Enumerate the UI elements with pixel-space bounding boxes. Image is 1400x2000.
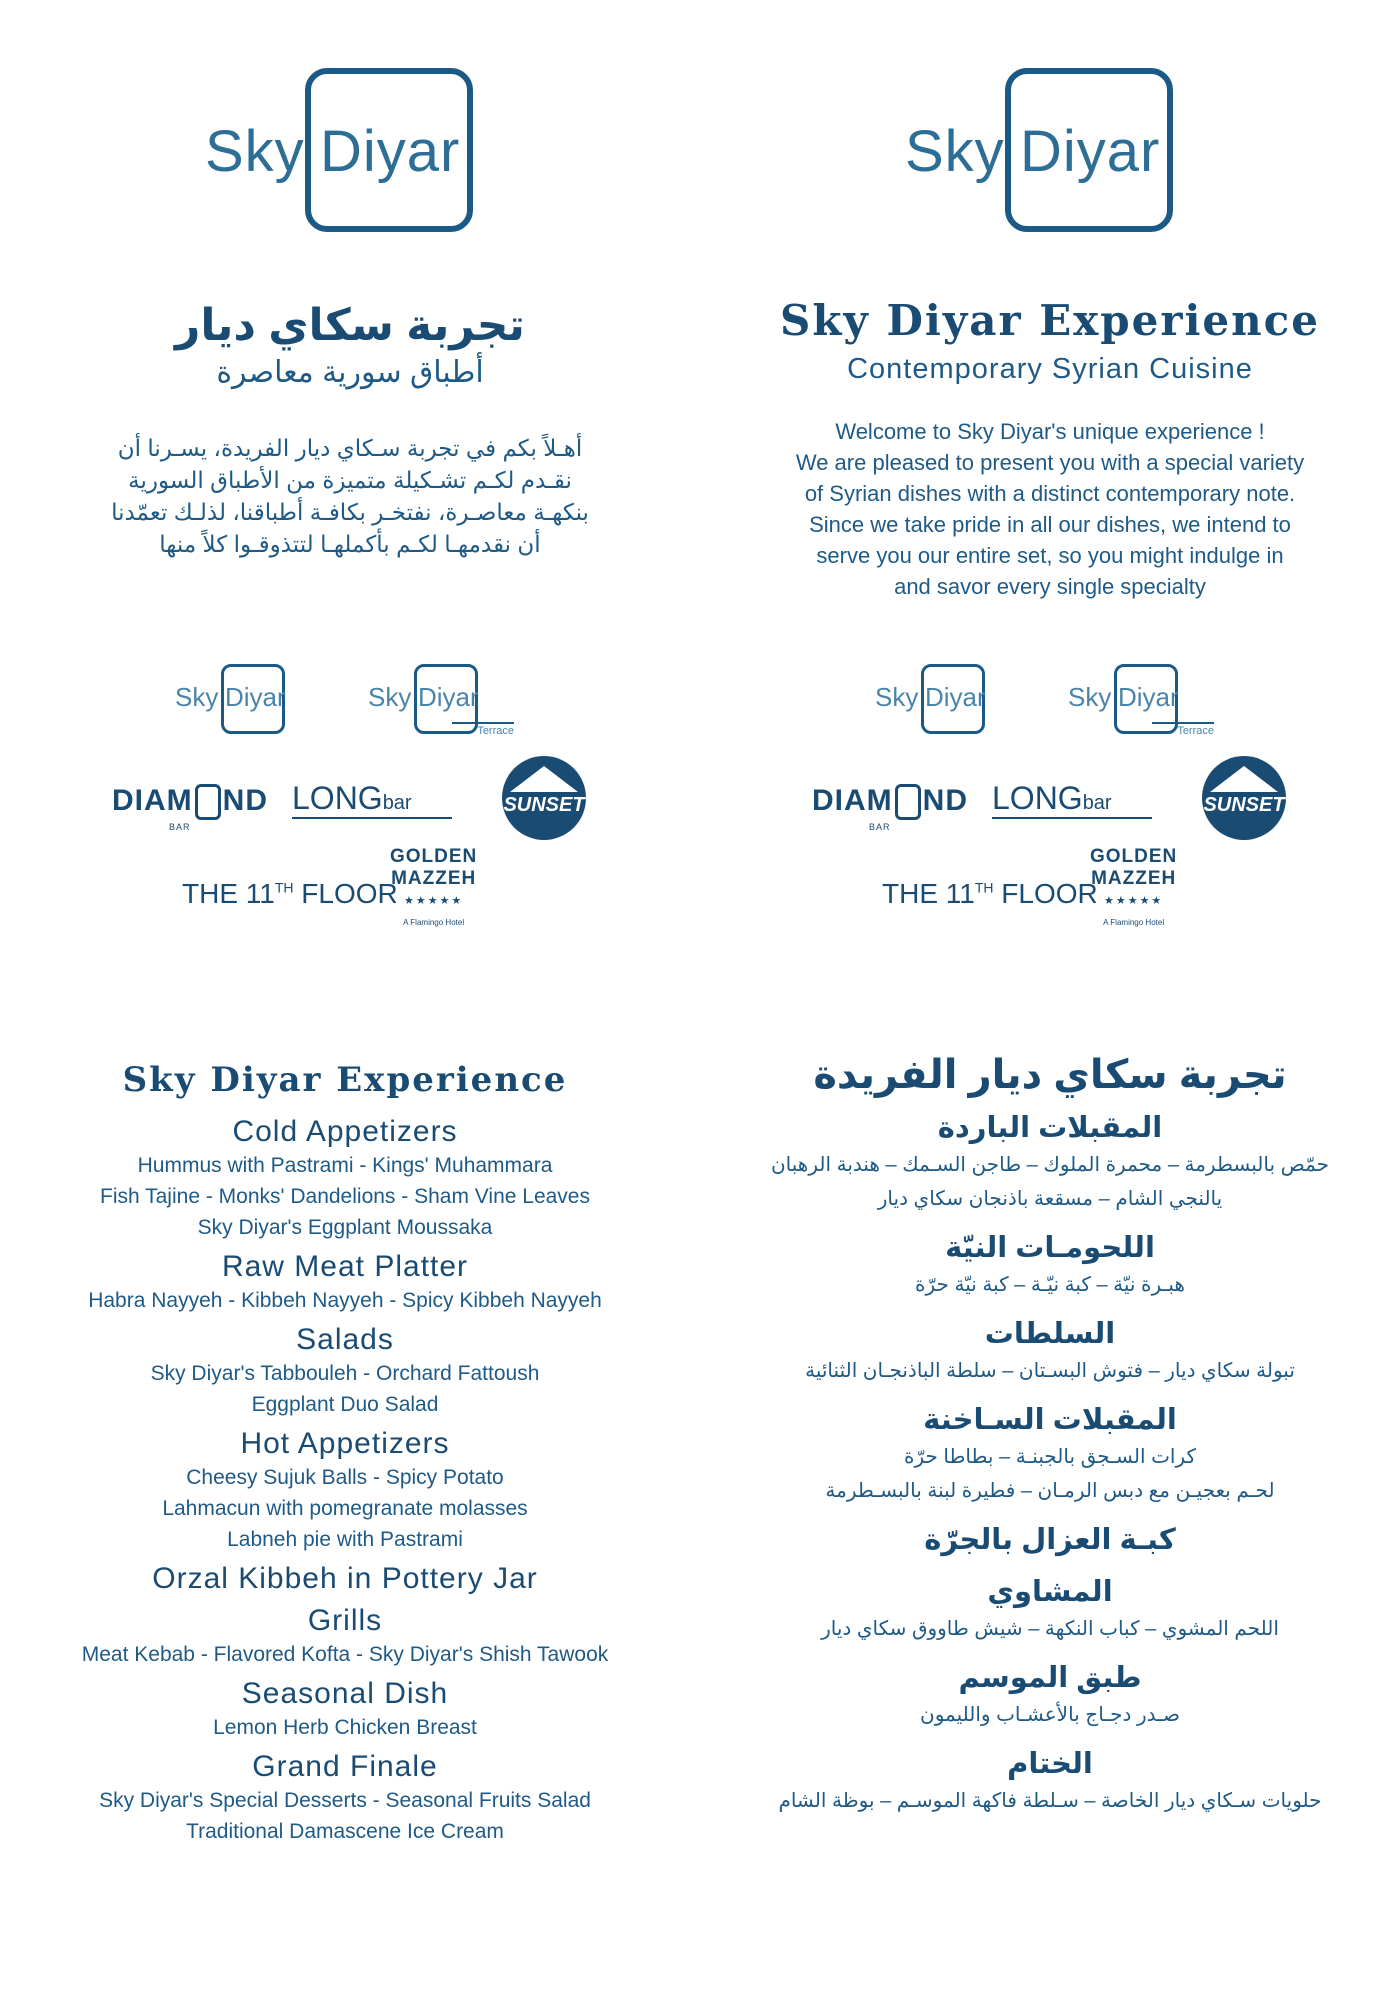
logo-terrace-text: Terrace xyxy=(452,722,514,737)
menu-section-heading: Hot Appetizers xyxy=(240,1427,450,1460)
logo-diyar-text: Diyar xyxy=(225,682,286,712)
logo-diyar-text: Diyar xyxy=(1020,119,1161,184)
menu-item-line: Lemon Herb Chicken Breast xyxy=(213,1716,477,1739)
sky-diyar-logo xyxy=(700,68,1400,238)
menu-item-line: كرات السـجق بالجبنـة – بطاطا حرّة xyxy=(903,1446,1197,1468)
flamingo-hotel-text: A Flamingo Hotel xyxy=(1103,918,1165,927)
menu-item-line: Lahmacun with pomegranate molasses xyxy=(162,1497,528,1520)
floor-word: FLOOR xyxy=(293,878,398,909)
star-rating-icon: ★★★★★ xyxy=(403,895,464,907)
logo-sky-text: Sky xyxy=(205,119,305,184)
diamond-bar-logo xyxy=(112,784,268,832)
menu-item-line: Eggplant Duo Salad xyxy=(251,1393,439,1416)
menu-section-heading: Grand Finale xyxy=(252,1750,438,1783)
paragraph-line: of Syrian dishes with a distinct contemporary note. xyxy=(804,481,1296,506)
sky-diyar-logo xyxy=(0,68,700,238)
menu-section xyxy=(710,1572,1390,1646)
intro-english-heading xyxy=(700,296,1400,386)
intro-arabic-heading xyxy=(0,300,700,390)
menu-section-heading: Salads xyxy=(296,1323,394,1356)
english-welcome-paragraph xyxy=(700,416,1400,602)
menu-arabic-sections xyxy=(710,1108,1390,1818)
menu-item-line: حلويات سـكاي ديار الخاصة – سـلطة فاكهة الموسـم – بوظة الشام xyxy=(778,1790,1322,1812)
sky-diyar-terrace-logo xyxy=(368,664,514,737)
floor-text: THE 11 xyxy=(182,878,275,909)
paragraph-line: أهـلاً بكم في تجربة سـكاي ديار الفريدة، يسـرنا أن xyxy=(117,435,583,461)
paragraph-line: serve you our entire set, so you might indulge in xyxy=(816,543,1284,568)
menu-section xyxy=(0,1603,690,1670)
eleventh-floor-logo xyxy=(882,878,1098,910)
menu-section xyxy=(710,1108,1390,1216)
diamond-bar-text: BAR xyxy=(869,822,891,832)
menu-english-sections xyxy=(0,1114,690,1847)
golden-text: GOLDEN xyxy=(1090,846,1178,867)
english-title: Sky Diyar Experience xyxy=(780,296,1320,345)
paragraph-line: and savor every single specialty xyxy=(894,574,1206,599)
menu-section-heading: الختام xyxy=(1007,1748,1093,1780)
menu-section xyxy=(0,1561,690,1597)
menu-section xyxy=(0,1426,690,1555)
menu-section xyxy=(0,1749,690,1847)
menu-english-panel xyxy=(0,1060,690,1980)
floor-th: TH xyxy=(274,879,294,896)
menu-item-line: Cheesy Sujuk Balls - Spicy Potato xyxy=(186,1466,504,1489)
menu-item-line: صـدر دجـاج بالأعشـاب والليمون xyxy=(920,1704,1180,1726)
mountain-icon xyxy=(1210,766,1278,792)
paragraph-line: We are pleased to present you with a special variety xyxy=(795,450,1305,475)
menu-section-heading: المقبلات الباردة xyxy=(937,1112,1163,1144)
diamond-text-end: ND xyxy=(222,784,268,817)
menu-item-line: حمّص بالبسطرمة – محمرة الملوك – طاجن السـمك – هندبة الرهبان xyxy=(770,1154,1329,1176)
menu-section-heading: المقبلات السـاخنة xyxy=(923,1404,1177,1436)
logo-diyar-text: Diyar xyxy=(925,682,986,712)
menu-item-line: Hummus with Pastrami - Kings' Muhammara xyxy=(137,1154,553,1177)
longbar-logo xyxy=(292,780,452,819)
menu-section xyxy=(710,1400,1390,1508)
paragraph-line: Since we take pride in all our dishes, we intend to xyxy=(809,512,1291,537)
menu-item-line: Traditional Damascene Ice Cream xyxy=(186,1820,504,1843)
diamond-gem-icon xyxy=(195,784,221,820)
menu-item-line: Sky Diyar's Tabbouleh - Orchard Fattoush xyxy=(150,1362,540,1385)
menu-section-heading: كبـة العزال بالجرّة xyxy=(924,1524,1176,1556)
arabic-welcome-paragraph xyxy=(0,432,700,560)
paragraph-line: Welcome to Sky Diyar's unique experience ! xyxy=(835,419,1265,444)
logo-sky-text: Sky xyxy=(1068,682,1112,712)
menu-section-heading: اللحومـات النيّة xyxy=(945,1232,1155,1264)
logo-terrace-text: Terrace xyxy=(1152,722,1214,737)
paragraph-line: أن نقدمهـا لكـم بأكملهـا لتتذوقـوا كلاً منها xyxy=(159,531,541,557)
diamond-bar-logo xyxy=(812,784,968,832)
english-subtitle: Contemporary Syrian Cuisine xyxy=(847,353,1253,385)
menu-arabic-title: تجربة سكاي ديار الفريدة xyxy=(813,1053,1287,1097)
logo-sky-text: Sky xyxy=(368,682,412,712)
menu-section-heading: Cold Appetizers xyxy=(232,1115,458,1148)
logo-diyar-text: Diyar xyxy=(320,119,461,184)
flamingo-hotel-text: A Flamingo Hotel xyxy=(403,918,465,927)
sky-diyar-small-logo xyxy=(175,664,315,736)
logo-sky-text: Sky xyxy=(875,682,919,712)
eleventh-floor-logo xyxy=(182,878,398,910)
paragraph-line: نقـدم لكـم تشـكيلة متميزة من الأطباق السورية xyxy=(128,467,572,493)
golden-mazzeh-logo xyxy=(1090,846,1177,934)
menu-section xyxy=(710,1228,1390,1302)
menu-english-title: Sky Diyar Experience xyxy=(122,1060,568,1100)
menu-item-line: Sky Diyar's Eggplant Moussaka xyxy=(197,1216,493,1239)
menu-section xyxy=(0,1249,690,1316)
menu-section xyxy=(710,1314,1390,1388)
menu-section-heading: Orzal Kibbeh in Pottery Jar xyxy=(152,1562,538,1595)
longbar-text: LONG xyxy=(992,780,1083,816)
menu-section xyxy=(0,1322,690,1420)
menu-section-heading: Grills xyxy=(307,1604,383,1637)
sunset-text: SUNSET xyxy=(1203,794,1285,816)
menu-item-line: Meat Kebab - Flavored Kofta - Sky Diyar's Shish Tawook xyxy=(81,1643,609,1666)
menu-section xyxy=(710,1520,1390,1560)
intro-english-panel xyxy=(700,0,1400,1000)
menu-item-line: Habra Nayyeh - Kibbeh Nayyeh - Spicy Kibbeh Nayyeh xyxy=(88,1289,602,1312)
intro-arabic-panel xyxy=(0,0,700,1000)
sky-diyar-small-logo xyxy=(875,664,1015,736)
mountain-icon xyxy=(510,766,578,792)
floor-th: TH xyxy=(974,879,994,896)
diamond-text-end: ND xyxy=(922,784,968,817)
logo-diyar-text: Diyar xyxy=(418,682,479,712)
menu-section-heading: المشاوي xyxy=(987,1576,1113,1608)
party-text: Party xyxy=(525,814,563,831)
sunset-party-logo xyxy=(502,756,586,840)
menu-item-line: هبـرة نيّة – كبة نيّـة – كبة نيّة حرّة xyxy=(915,1274,1185,1296)
diamond-bar-text: BAR xyxy=(169,822,191,832)
arabic-subtitle: أطباق سورية معاصرة xyxy=(216,356,484,389)
menu-section-heading: Raw Meat Platter xyxy=(221,1250,469,1283)
floor-text: THE 11 xyxy=(882,878,975,909)
sunset-party-logo xyxy=(1202,756,1286,840)
menu-item-line: تبولة سكاي ديار – فتوش البسـتان – سلطة الباذنجـان الثنائية xyxy=(805,1360,1295,1382)
mazzeh-text: MAZZEH xyxy=(391,868,477,889)
golden-mazzeh-logo xyxy=(390,846,477,934)
diamond-text: DIAM xyxy=(112,784,193,817)
menu-item-line: يالنجي الشام – مسقعة باذنجان سكاي ديار xyxy=(877,1188,1223,1210)
sky-diyar-terrace-logo xyxy=(1068,664,1214,737)
longbar-logo xyxy=(992,780,1152,819)
logo-sky-text: Sky xyxy=(905,119,1005,184)
longbar-text: LONG xyxy=(292,780,383,816)
sunset-text: SUNSET xyxy=(503,794,585,816)
menu-section xyxy=(710,1744,1390,1818)
longbar-small-text: bar xyxy=(382,792,412,814)
menu-section xyxy=(0,1676,690,1743)
menu-section xyxy=(0,1114,690,1243)
star-rating-icon: ★★★★★ xyxy=(1103,895,1164,907)
paragraph-line: بنكهـة معاصـرة، نفتخـر بكافـة أطباقنا، لذلـك تعمّدنا xyxy=(111,499,589,525)
arabic-title: تجربة سكاي ديار xyxy=(175,301,525,350)
menu-item-line: Labneh pie with Pastrami xyxy=(227,1528,463,1551)
golden-text: GOLDEN xyxy=(390,846,478,867)
menu-arabic-panel xyxy=(710,1052,1390,1982)
longbar-small-text: bar xyxy=(1082,792,1112,814)
menu-section-heading: السلطات xyxy=(984,1318,1116,1350)
diamond-text: DIAM xyxy=(812,784,893,817)
menu-item-line: لحـم بعجيـن مع دبس الرمـان – فطيرة لبنة بالبسـطرمة xyxy=(825,1480,1275,1502)
mazzeh-text: MAZZEH xyxy=(1091,868,1177,889)
menu-section xyxy=(710,1658,1390,1732)
diamond-gem-icon xyxy=(895,784,921,820)
menu-section-heading: طبق الموسم xyxy=(958,1662,1142,1694)
menu-item-line: Sky Diyar's Special Desserts - Seasonal Fruits Salad xyxy=(99,1789,591,1812)
logo-sky-text: Sky xyxy=(175,682,219,712)
floor-word: FLOOR xyxy=(993,878,1098,909)
party-text: Party xyxy=(1225,814,1263,831)
logo-diyar-text: Diyar xyxy=(1118,682,1179,712)
menu-item-line: Fish Tajine - Monks' Dandelions - Sham Vine Leaves xyxy=(100,1185,590,1208)
menu-section-heading: Seasonal Dish xyxy=(241,1677,449,1710)
menu-item-line: اللحم المشوي – كباب النكهة – شيش طاووق سكاي ديار xyxy=(821,1618,1279,1640)
